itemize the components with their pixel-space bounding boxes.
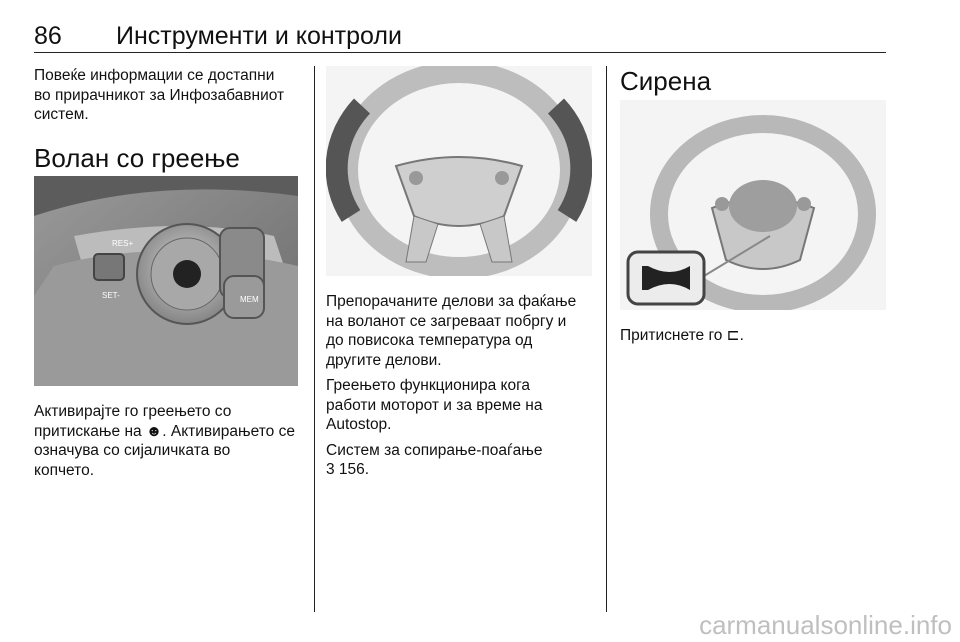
page-number: 86 — [34, 22, 62, 50]
horn-figure — [620, 100, 886, 310]
page-title: Инструменти и контроли — [116, 22, 402, 50]
mem-label: MEM — [240, 295, 259, 304]
heated-wheel-figure — [326, 66, 592, 276]
body-line: Autostop. — [326, 416, 392, 433]
steering-controls-figure — [34, 176, 298, 386]
body-line: означува со сијаличката во — [34, 442, 231, 459]
watermark: carmanualsonline.info — [699, 610, 952, 640]
body-line: Активирајте го греењето со — [34, 403, 232, 420]
section-heading-horn: Сирена — [620, 66, 712, 96]
body-line: Греењето функционира кога — [326, 377, 531, 394]
body-line: другите делови. — [326, 351, 442, 369]
body-line: копчето. — [34, 461, 95, 479]
intro-line: во прирачникот за Инфозабавниот — [34, 86, 285, 104]
body-line: на воланот се загреваат побргу и — [326, 312, 567, 330]
heated-wheel-text — [34, 402, 308, 480]
body-line: Препорачаните делови за фаќање — [326, 293, 577, 310]
body-line: работи моторот и за време на — [326, 396, 543, 414]
res-minus-label: SET- — [102, 291, 120, 300]
intro-line: систем. — [34, 106, 89, 123]
intro-line: Повеќе информации се достапни — [34, 67, 275, 84]
res-plus-label: RES+ — [112, 239, 134, 248]
body-line: до повисока температура од — [326, 332, 533, 349]
header-rule — [34, 52, 886, 53]
column-divider-1 — [314, 66, 315, 612]
page-reference[interactable]: 3 156. — [326, 461, 370, 478]
body-line: Систем за сопирање-поаѓање — [326, 441, 543, 459]
section-heading-heated-wheel: Волан со греење — [34, 143, 240, 173]
body-line: притискање на ☻. Активирањето се — [34, 422, 295, 440]
heated-wheel-info — [326, 292, 600, 486]
intro-text — [34, 66, 304, 125]
column-divider-2 — [606, 66, 607, 612]
horn-text: Притиснете го ⊏. — [620, 327, 744, 344]
